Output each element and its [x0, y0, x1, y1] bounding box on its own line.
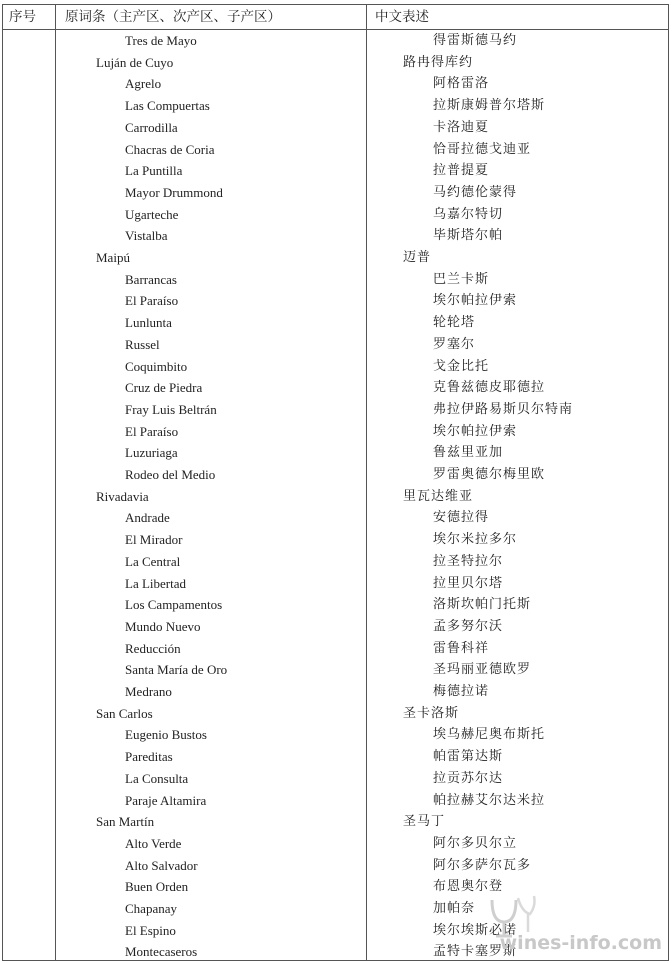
chinese-term: 迈普	[403, 250, 432, 265]
chinese-term: 拉斯康姆普尔塔斯	[433, 98, 546, 114]
original-term: La Libertad	[125, 575, 186, 591]
original-term: La Consulta	[125, 770, 189, 786]
table-row-subregion	[3, 529, 668, 551]
table-row-subregion	[3, 638, 668, 660]
table-row-subregion	[3, 421, 668, 443]
header-original-term: 原词条（主产区、次产区、子产区）	[65, 9, 281, 25]
table-row-subregion	[3, 681, 668, 703]
original-term: San Carlos	[96, 705, 153, 721]
table-row-subregion	[3, 73, 668, 95]
original-term: Reducción	[125, 640, 181, 656]
table-row-subregion	[3, 573, 668, 595]
original-term: Ugarteche	[125, 206, 179, 222]
original-term: Chapanay	[125, 901, 177, 916]
original-term: Alto Salvador	[125, 857, 198, 873]
chinese-term: 雷鲁科祥	[433, 640, 490, 656]
original-term: Chacras de Coria	[125, 141, 215, 157]
original-term: Andrade	[125, 510, 170, 526]
chinese-term: 鲁兹里亚加	[433, 445, 504, 461]
table-row-subregion	[3, 117, 668, 139]
chinese-term: 圣马丁	[403, 814, 446, 830]
original-term: Los Campamentos	[125, 597, 223, 613]
original-term: Russel	[125, 336, 160, 352]
table-row-region	[3, 703, 668, 725]
chinese-term: 圣玛丽亚德欧罗	[433, 662, 532, 678]
chinese-term: 埃尔帕拉伊索	[433, 293, 518, 309]
table-row-subregion	[3, 182, 668, 204]
table-row-subregion	[3, 616, 668, 638]
table-row-subregion	[3, 464, 668, 486]
original-term: Eugenio Bustos	[125, 727, 207, 743]
original-term: Mayor Drummond	[125, 184, 223, 200]
original-term: Pareditas	[125, 749, 173, 765]
chinese-term: 圣卡洛斯	[403, 705, 460, 721]
chinese-term: 帕拉赫艾尔达米拉	[433, 792, 546, 808]
chinese-term: 洛斯坎帕门托斯	[433, 597, 532, 613]
chinese-term: 埃尔埃斯必诺	[433, 922, 518, 938]
table-row-subregion	[3, 659, 668, 681]
original-term: Maipú	[96, 250, 130, 265]
table-row-subregion	[3, 724, 668, 746]
original-term: San Martín	[96, 814, 155, 830]
original-term: Alto Verde	[125, 835, 182, 851]
original-term: Coquimbito	[125, 358, 188, 374]
original-term: Rodeo del Medio	[125, 467, 216, 482]
table-row-subregion	[3, 139, 668, 161]
original-term: Luján de Cuyo	[96, 54, 174, 70]
chinese-term: 卡洛迪夏	[433, 119, 490, 135]
table-row-region	[3, 811, 668, 833]
table-row-subregion	[3, 594, 668, 616]
original-term: Fray Luis Beltrán	[125, 401, 217, 417]
chinese-term: 孟多努尔沃	[433, 618, 504, 634]
chinese-term: 克鲁兹德皮耶德拉	[433, 380, 546, 396]
table-row-subregion	[3, 30, 668, 52]
chinese-term: 戈金比托	[433, 358, 490, 374]
table-row-subregion	[3, 334, 668, 356]
original-term: El Espino	[125, 922, 176, 938]
chinese-term: 阿尔多萨尔瓦多	[433, 857, 532, 873]
table-row-subregion	[3, 833, 668, 855]
table-row-subregion	[3, 551, 668, 573]
table-row-subregion	[3, 290, 668, 312]
terminology-table	[2, 4, 669, 961]
original-term: Luzuriaga	[125, 445, 178, 461]
watermark-text: wines-info.com	[499, 932, 662, 954]
table-row-subregion	[3, 768, 668, 790]
original-term: Paraje Altamira	[125, 792, 207, 808]
table-row-subregion	[3, 399, 668, 421]
table-row-subregion	[3, 95, 668, 117]
table-row-subregion	[3, 356, 668, 378]
chinese-term: 罗雷奥德尔梅里欧	[433, 467, 546, 482]
table-row-subregion	[3, 876, 668, 898]
original-term: Santa María de Oro	[125, 662, 228, 678]
chinese-term: 拉普提夏	[433, 163, 490, 179]
chinese-term: 梅德拉诺	[433, 684, 490, 699]
table-row-region	[3, 247, 668, 269]
original-term: Barrancas	[125, 271, 177, 287]
table-row-subregion	[3, 225, 668, 247]
chinese-term: 拉里贝尔塔	[433, 575, 504, 591]
table-row-region	[3, 486, 668, 508]
original-term: Vistalba	[125, 228, 168, 244]
table-row-subregion	[3, 442, 668, 464]
original-term: Montecaseros	[125, 944, 198, 960]
table-row-subregion	[3, 790, 668, 812]
table-row-subregion	[3, 312, 668, 334]
table-row-subregion	[3, 507, 668, 529]
chinese-term: 得雷斯德马约	[433, 33, 518, 48]
chinese-term: 埃尔米拉多尔	[433, 532, 518, 548]
chinese-term: 阿尔多贝尔立	[433, 835, 518, 851]
original-term: Medrano	[125, 684, 172, 699]
table-row-region	[3, 52, 668, 74]
original-term: Rivadavia	[96, 488, 149, 504]
chinese-term: 恰哥拉德戈迪亚	[433, 141, 532, 157]
chinese-term: 拉圣特拉尔	[433, 553, 504, 569]
original-term: El Mirador	[125, 532, 183, 548]
chinese-term: 阿格雷洛	[433, 76, 490, 92]
chinese-term: 路冉得库约	[403, 54, 474, 70]
original-term: El Paraíso	[125, 293, 179, 309]
original-term: La Central	[125, 553, 181, 569]
chinese-term: 帕雷第达斯	[433, 749, 504, 765]
original-term: Carrodilla	[125, 119, 178, 135]
table-row-subregion	[3, 746, 668, 768]
original-term: Cruz de Piedra	[125, 380, 203, 396]
chinese-term: 加帕奈	[433, 901, 476, 916]
chinese-term: 拉贡苏尔达	[433, 770, 504, 786]
chinese-term: 罗塞尔	[433, 336, 476, 352]
chinese-term: 毕斯塔尔帕	[433, 228, 504, 244]
original-term: La Puntilla	[125, 163, 183, 179]
original-term: El Paraíso	[125, 423, 179, 439]
watermark	[482, 896, 662, 954]
table-row-subregion	[3, 204, 668, 226]
chinese-term: 马约德伦蒙得	[433, 184, 518, 200]
chinese-term: 乌嘉尔特切	[433, 206, 504, 222]
table-row-subregion	[3, 160, 668, 182]
header-chinese-term: 中文表述	[375, 9, 429, 25]
chinese-term: 埃尔帕拉伊索	[433, 423, 518, 439]
chinese-term: 安德拉得	[433, 510, 490, 526]
chinese-term: 弗拉伊路易斯贝尔特南	[433, 401, 574, 417]
chinese-term: 埃乌赫尼奥布斯托	[433, 727, 546, 743]
chinese-term: 轮轮塔	[433, 315, 476, 331]
original-term: Agrelo	[125, 76, 162, 92]
chinese-term: 布恩奥尔登	[433, 879, 504, 895]
chinese-term: 巴兰卡斯	[433, 271, 490, 287]
table-row-subregion	[3, 855, 668, 877]
table-row-subregion	[3, 269, 668, 291]
original-term: Tres de Mayo	[125, 33, 197, 48]
table-row-subregion	[3, 377, 668, 399]
original-term: Las Compuertas	[125, 98, 210, 114]
table-header-row	[3, 5, 668, 29]
chinese-term: 孟特卡塞罗斯	[433, 944, 518, 960]
original-term: Buen Orden	[125, 879, 189, 895]
chinese-term: 里瓦达维亚	[403, 488, 474, 504]
original-term: Lunlunta	[125, 315, 172, 331]
original-term: Mundo Nuevo	[125, 618, 201, 634]
header-index: 序号	[9, 9, 36, 25]
